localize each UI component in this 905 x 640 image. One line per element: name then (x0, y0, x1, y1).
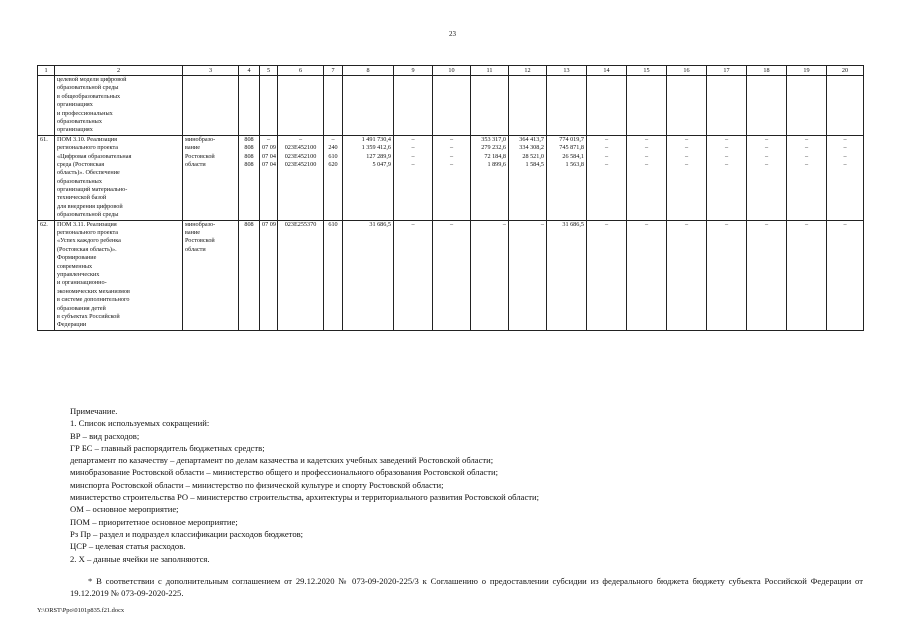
note-line: 2. Х – данные ячейки не заполняются. (70, 553, 210, 564)
value-cell (747, 220, 787, 330)
cell-line: – (449, 220, 454, 228)
value-cell (394, 220, 433, 330)
header-cell: 6 (278, 66, 324, 76)
cell-line: – (764, 152, 769, 160)
header-cell: 7 (324, 66, 343, 76)
value-cell (278, 220, 324, 330)
cell-line: 774 019,7 (559, 135, 584, 143)
note-line: Примечание. (70, 406, 118, 416)
notes-section (70, 405, 870, 565)
cell-line: 07 09 (262, 144, 276, 152)
cell-line: Ростовской (185, 237, 215, 245)
cell-line: – (724, 144, 729, 152)
value-cell (827, 135, 864, 220)
cell-line: – (804, 135, 809, 143)
cell-line: 31 686,5 (562, 220, 584, 228)
table-cell (827, 76, 864, 136)
cell-line: – (644, 152, 649, 160)
value-cell (747, 135, 787, 220)
value-cell (394, 135, 433, 220)
table-cell (239, 76, 260, 136)
cell-line: в системе дополнительного (57, 296, 130, 304)
header-row (38, 66, 864, 76)
cell-line: – (502, 220, 506, 228)
note-line: ЦСР – целевая статья расходов. (70, 541, 186, 552)
cell-line: 1 491 730,4 (361, 135, 391, 143)
cell-line: образовательной среды (57, 211, 119, 219)
cell-line: 26 584,1 (562, 152, 584, 160)
cell-line: 808 (244, 160, 254, 168)
value-cell (433, 220, 471, 330)
header-cell: 16 (667, 66, 707, 76)
cell-line: 808 (244, 144, 254, 152)
cell-line: – (604, 220, 609, 228)
value-cell (627, 135, 667, 220)
cell-line: – (684, 160, 689, 168)
cell-line: в субъектах Российской (57, 312, 120, 320)
cell-line: образовательных (57, 177, 102, 185)
cell-line: – (684, 220, 689, 228)
cell-line: ПОМ 3.10. Реализация (57, 135, 117, 143)
cell-line: 07 04 (262, 160, 276, 168)
cell-line: вание (185, 144, 200, 152)
cell-line: технической базой (57, 194, 107, 202)
program-table (37, 65, 864, 331)
header-cell: 17 (707, 66, 747, 76)
cell-line: 364 413,7 (519, 135, 544, 143)
header-cell: 3 (183, 66, 239, 76)
cell-line: в общеобразовательных (57, 92, 121, 100)
cell-line: минобразо- (185, 135, 216, 143)
header-cell: 12 (509, 66, 547, 76)
table-cell (55, 76, 183, 136)
value-cell (433, 135, 471, 220)
cell-line: 620 (328, 160, 338, 168)
table-cell (587, 76, 627, 136)
table-row (38, 76, 864, 136)
cell-line: 610 (328, 152, 338, 160)
value-cell (587, 135, 627, 220)
cell-line: регионального проекта (57, 144, 119, 152)
note-line: минобразование Ростовской области – министерство общего и профессионального образования Ростовской области; (70, 467, 498, 478)
cell-line: ПОМ 3.11. Реализация (57, 220, 117, 228)
note-line: ГР БС – главный распорядитель бюджетных средств; (70, 442, 265, 453)
cell-line: – (684, 135, 689, 143)
header-cell: 19 (787, 66, 827, 76)
note-line: ПОМ – приоритетное основное мероприятие; (70, 516, 238, 527)
cell-line: – (724, 220, 729, 228)
cell-line: образования детей (57, 304, 106, 312)
cell-line: – (449, 135, 454, 143)
page-number: 23 (449, 30, 456, 38)
cell-line: для внедрения цифровой (57, 202, 123, 210)
cell-line: – (540, 220, 544, 228)
cell-line: 1 359 412,6 (361, 144, 391, 152)
table-cell (38, 76, 55, 136)
value-cell (324, 220, 343, 330)
header-cell: 13 (547, 66, 587, 76)
cell-line: 1 899,6 (487, 160, 506, 168)
header-cell: 18 (747, 66, 787, 76)
table-cell (55, 135, 183, 220)
cell-line: область)». Обеспечение (57, 169, 120, 177)
table-cell (747, 76, 787, 136)
cell-line: – (644, 135, 649, 143)
cell-line: – (266, 135, 271, 143)
cell-line: и профессиональных (57, 109, 113, 117)
cell-line: 334 308,2 (519, 144, 544, 152)
value-cell (627, 220, 667, 330)
table-cell (433, 76, 471, 136)
cell-line: – (449, 152, 454, 160)
header-cell: 20 (827, 66, 864, 76)
value-cell (471, 220, 509, 330)
cell-line: – (843, 160, 847, 168)
header-cell: 4 (239, 66, 260, 76)
cell-line: – (804, 144, 809, 152)
table-cell (509, 76, 547, 136)
header-cell: 14 (587, 66, 627, 76)
cell-line: – (644, 144, 649, 152)
note-line: ОМ – основное мероприятие; (70, 504, 179, 515)
row-number: 62. (38, 220, 55, 330)
cell-line: вание (185, 229, 200, 237)
table-cell (183, 220, 239, 330)
header-cell: 10 (433, 66, 471, 76)
table-cell (183, 135, 239, 220)
cell-line: – (411, 160, 415, 168)
value-cell (787, 220, 827, 330)
header-cell: 8 (343, 66, 394, 76)
cell-line: – (604, 144, 609, 152)
cell-line: «Успех каждого ребенка (57, 237, 121, 245)
value-cell (827, 220, 864, 330)
table-cell (343, 76, 394, 136)
cell-line: – (804, 220, 809, 228)
cell-line: 279 232,6 (481, 144, 506, 152)
cell-line: среда (Ростовская (57, 160, 105, 168)
value-cell (239, 135, 260, 220)
cell-line: образовательной среды (57, 84, 119, 92)
value-cell (260, 135, 278, 220)
cell-line: 023E452100 (284, 160, 317, 168)
cell-line: 31 686,5 (369, 220, 391, 228)
cell-line: 5 047,9 (372, 160, 391, 168)
cell-line: 808 (244, 152, 254, 160)
cell-line: области (185, 245, 206, 253)
cell-line: – (764, 160, 769, 168)
cell-line: – (724, 160, 729, 168)
cell-line: 07 04 (262, 152, 276, 160)
cell-line: – (644, 160, 649, 168)
cell-line: – (644, 220, 649, 228)
cell-line: образовательных (57, 117, 102, 125)
table-cell (55, 220, 183, 330)
table-cell (324, 76, 343, 136)
cell-line: – (764, 220, 769, 228)
value-cell (787, 135, 827, 220)
table-row (38, 135, 864, 220)
cell-line: (Ростовская область)». (57, 245, 117, 253)
table-cell (627, 76, 667, 136)
table-cell (471, 76, 509, 136)
cell-line: – (684, 152, 689, 160)
cell-line: – (843, 220, 847, 228)
cell-line: – (604, 152, 609, 160)
cell-line: Федерации (57, 321, 87, 329)
cell-line: 28 521,0 (522, 152, 544, 160)
value-cell (343, 135, 394, 220)
cell-line: – (604, 135, 609, 143)
value-cell (343, 220, 394, 330)
cell-line: 808 (244, 220, 254, 228)
cell-line: 808 (244, 135, 254, 143)
table-cell (707, 76, 747, 136)
cell-line: экономических механизмов (57, 287, 130, 295)
table-cell (667, 76, 707, 136)
cell-line: 610 (328, 220, 338, 228)
cell-line: – (804, 152, 809, 160)
row-number: 61. (38, 135, 55, 220)
cell-line: организаций материально- (57, 186, 128, 194)
value-cell (587, 220, 627, 330)
cell-line: – (298, 135, 303, 143)
cell-line: – (684, 144, 689, 152)
cell-line: 240 (328, 144, 338, 152)
value-cell (260, 220, 278, 330)
cell-line: регионального проекта (57, 229, 119, 237)
value-cell (239, 220, 260, 330)
table-cell (260, 76, 278, 136)
cell-line: – (764, 135, 769, 143)
header-cell: 11 (471, 66, 509, 76)
cell-line: 353 317,0 (481, 135, 506, 143)
cell-line: – (449, 144, 454, 152)
cell-line: организациях (57, 101, 93, 109)
table-row (38, 220, 864, 330)
cell-line: «Цифровая образовательная (57, 152, 132, 160)
header-cell: 9 (394, 66, 433, 76)
header-cell: 15 (627, 66, 667, 76)
cell-line: – (604, 160, 609, 168)
cell-line: 023E452100 (284, 144, 317, 152)
header-cell: 2 (55, 66, 183, 76)
cell-line: Ростовской (185, 152, 215, 160)
cell-line: минобразо- (185, 220, 216, 228)
note-line: ВР – вид расходов; (70, 430, 140, 441)
cell-line: 1 584,5 (525, 160, 544, 168)
value-cell (509, 220, 547, 330)
header-cell: 5 (260, 66, 278, 76)
value-cell (547, 220, 587, 330)
note-line: департамент по казачеству – департамент по делам казачества и кадетских учебных заведений Ростовской области; (70, 455, 494, 466)
table-cell (394, 76, 433, 136)
cell-line: 07 09 (262, 220, 276, 228)
cell-line: современных (57, 262, 93, 270)
cell-line: – (764, 144, 769, 152)
cell-line: – (411, 152, 415, 160)
cell-line: – (843, 144, 847, 152)
cell-line: и организационно- (57, 279, 107, 287)
cell-line: целевой модели цифровой (57, 76, 127, 83)
cell-line: 127 289,9 (366, 152, 391, 160)
cell-line: – (331, 135, 335, 143)
cell-line: – (804, 160, 809, 168)
header-cell: 1 (38, 66, 55, 76)
value-cell (667, 220, 707, 330)
value-cell (667, 135, 707, 220)
note-line: минспорта Ростовской области – министерство по физической культуре и спорту Ростовской области; (70, 479, 444, 490)
cell-line: Формирование (57, 254, 97, 262)
cell-line: 023E452100 (284, 152, 317, 160)
cell-line: области (185, 160, 206, 168)
value-cell (471, 135, 509, 220)
cell-line: 72 184,8 (484, 152, 506, 160)
cell-line: 1 563,8 (565, 160, 584, 168)
cell-line: – (843, 135, 847, 143)
note-line: Рз Пр – раздел и подраздел классификации расходов бюджетов; (70, 528, 304, 539)
cell-line: – (411, 135, 415, 143)
value-cell (547, 135, 587, 220)
table-cell (278, 76, 324, 136)
cell-line: управленческих (57, 270, 100, 278)
value-cell (509, 135, 547, 220)
value-cell (707, 220, 747, 330)
table-cell (547, 76, 587, 136)
cell-line: 023E255370 (284, 220, 317, 228)
value-cell (707, 135, 747, 220)
cell-line: – (411, 220, 415, 228)
value-cell (324, 135, 343, 220)
cell-line: 745 871,8 (559, 144, 584, 152)
note-line: министерство строительства РО – министерство строительства, архитектуры и территориального развития Ростовской области; (70, 492, 539, 503)
cell-line: – (449, 160, 454, 168)
value-cell (278, 135, 324, 220)
footnote: * В соответствии с дополнительным соглашением от 29.12.2020 № 073-09-2020-225/3 к Соглашению о предоставлении субсидии из федерального бюджета бюджету субъекта Российской Федерации от 19.12.2019 № 073-09-2020-225. (70, 576, 863, 599)
cell-line: – (843, 152, 847, 160)
cell-line: – (724, 152, 729, 160)
cell-line: организациях (57, 126, 93, 134)
table-cell (183, 76, 239, 136)
file-path: Y:\ORST\Ppo\0101p835.f21.docx (37, 607, 125, 614)
table-cell (787, 76, 827, 136)
cell-line: – (411, 144, 415, 152)
note-line: 1. Список используемых сокращений: (70, 418, 210, 429)
cell-line: – (724, 135, 729, 143)
